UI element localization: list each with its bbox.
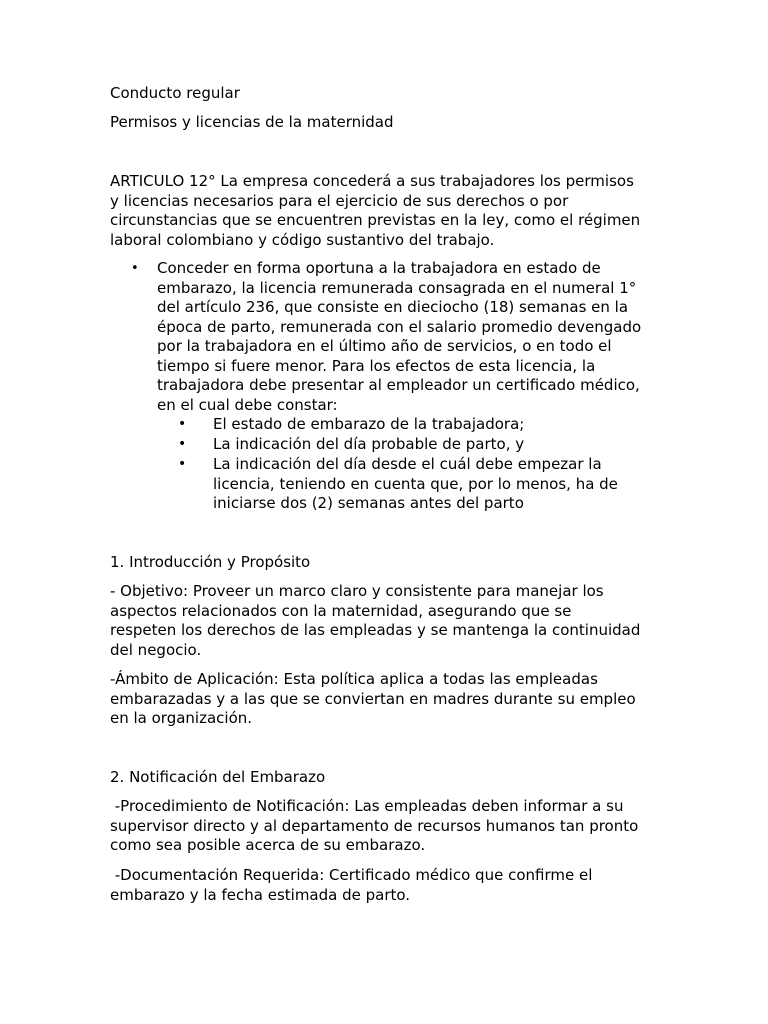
section-heading: 1. Introducción y Propósito — [110, 553, 311, 571]
sub-bullet-line: licencia, teniendo en cuenta que, por lo menos, ha de — [213, 474, 618, 493]
sub-bullet-line: iniciarse dos (2) semanas antes del parto — [213, 494, 524, 512]
document-subtitle: Permisos y licencias de la maternidad — [110, 113, 394, 131]
scope-paragraph — [110, 670, 670, 729]
paragraph-line: en la organización. — [110, 709, 253, 727]
sub-bullet-line: El estado de embarazo de la trabajadora; — [213, 415, 525, 433]
sub-bullet-item — [213, 455, 683, 514]
article-line: circunstancias que se encuentren previstas en la ley, como el régimen — [110, 211, 641, 229]
paragraph-line: como sea posible acerca de su embarazo. — [110, 836, 426, 854]
bullet-line: Conceder en forma oportuna a la trabajadora en estado de — [157, 259, 601, 277]
section-heading: 2. Notificación del Embarazo — [110, 768, 326, 786]
sub-bullet-marker: • — [178, 416, 187, 432]
objective-paragraph — [110, 582, 670, 660]
bullet-line: en el cual debe constar: — [157, 395, 338, 414]
paragraph-line: supervisor directo y al departamento de recursos humanos tan pronto — [110, 816, 639, 835]
paragraph-line: respeten los derechos de las empleadas y se mantenga la continuidad — [110, 621, 641, 639]
article-line: y licencias necesarios para el ejercicio de sus derechos o por — [110, 191, 569, 210]
article-line: laboral colombiano y código sustantivo del trabajo. — [110, 230, 495, 249]
paragraph-line: del negocio. — [110, 640, 202, 659]
bullet-line: por la trabajadora en el último año de servicios, o en todo el — [157, 337, 612, 355]
document-title: Conducto regular — [110, 84, 240, 102]
bullet-line: tiempo si fuere menor. Para los efectos de esta licencia, la — [157, 356, 596, 375]
sub-bullet-marker: • — [178, 436, 187, 452]
bullet-line: trabajadora debe presentar al empleador un certificado médico, — [157, 376, 640, 394]
article-paragraph — [110, 172, 670, 250]
bullet-marker: • — [131, 261, 139, 276]
article-line: ARTICULO 12° La empresa concederá a sus trabajadores los permisos — [110, 172, 634, 190]
paragraph-line: -Documentación Requerida: Certificado médico que confirme el — [110, 866, 593, 884]
paragraph-line: -Procedimiento de Notificación: Las empleadas deben informar a su — [110, 797, 624, 815]
sub-bullet-line: La indicación del día probable de parto, y — [213, 435, 525, 453]
bullet-line: época de parto, remunerada con el salario promedio devengado — [157, 317, 642, 336]
bullet-line: embarazo, la licencia remunerada consagrada en el numeral 1° — [157, 278, 637, 297]
paragraph-line: aspectos relacionados con la maternidad, asegurando que se — [110, 601, 572, 620]
paragraph-line: -Ámbito de Aplicación: Esta política aplica a todas las empleadas — [110, 670, 598, 688]
sub-bullet-item — [213, 415, 683, 435]
paragraph-line: embarazadas y a las que se conviertan en madres durante su empleo — [110, 689, 636, 708]
procedure-paragraph — [110, 797, 670, 856]
bullet-line: del artículo 236, que consiste en dieciocho (18) semanas en la — [157, 298, 629, 316]
bullet-item — [157, 259, 677, 415]
sub-bullet-item — [213, 435, 683, 455]
paragraph-line: - Objetivo: Proveer un marco claro y consistente para manejar los — [110, 582, 604, 600]
paragraph-line: embarazo y la fecha estimada de parto. — [110, 885, 411, 904]
documentation-paragraph — [110, 866, 670, 905]
sub-bullet-marker: • — [178, 456, 187, 472]
sub-bullet-line: La indicación del día desde el cuál debe empezar la — [213, 455, 602, 473]
